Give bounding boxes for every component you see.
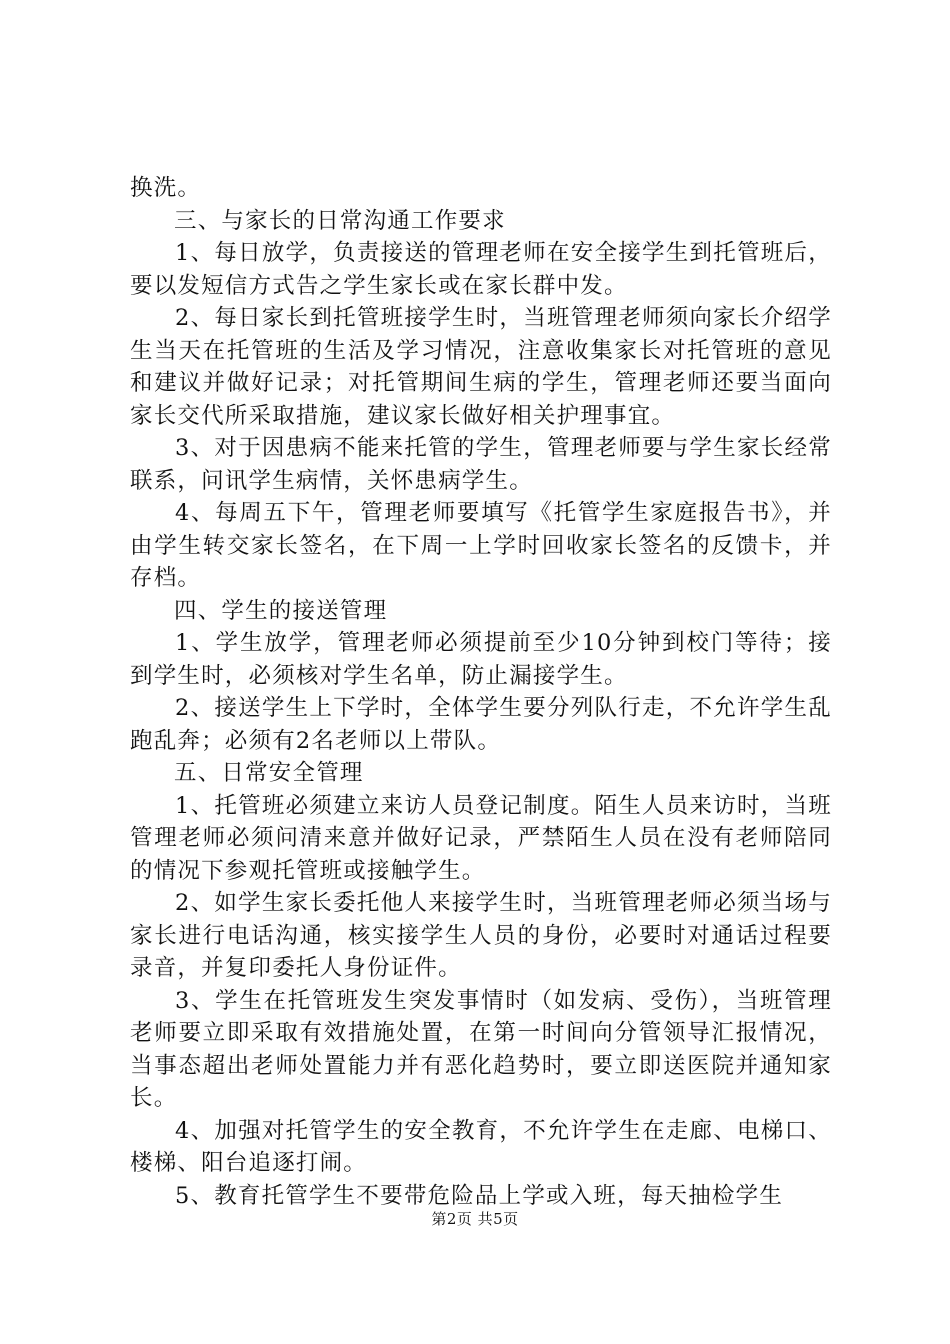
page-number: 第2页 共5页: [431, 1210, 519, 1228]
paragraph: 2、每日家长到托管班接学生时，当班管理老师须向家长介绍学生当天在托管班的生活及学习情况，注意收集家长对托管班的意见和建议并做好记录；对托管期间生病的学生，管理老师还要当面向家长交代所采取措施，建议家长做好相关护理事宜。: [130, 305, 832, 429]
paragraph: 3、对于因患病不能来托管的学生，管理老师要与学生家长经常联系，问讯学生病情，关怀患病学生。: [130, 435, 832, 494]
paragraph: 4、每周五下午，管理老师要填写《托管学生家庭报告书》，并由学生转交家长签名，在下周一上学时回收家长签名的反馈卡，并存档。: [130, 500, 832, 591]
paragraph-continuation: 换洗。: [130, 175, 202, 201]
paragraph: 2、如学生家长委托他人来接学生时，当班管理老师必须当场与家长进行电话沟通，核实接学生人员的身份，必要时对通话过程要录音，并复印委托人身份证件。: [130, 890, 832, 981]
paragraph: 4、加强对托管学生的安全教育，不允许学生在走廊、电梯口、楼梯、阳台追逐打闹。: [130, 1117, 832, 1176]
paragraph: 1、托管班必须建立来访人员登记制度。陌生人员来访时，当班管理老师必须问清来意并做好记录，严禁陌生人员在没有老师陪同的情况下参观托管班或接触学生。: [130, 792, 832, 884]
section-heading-3: 三、与家长的日常沟通工作要求: [174, 207, 506, 234]
paragraph: 1、学生放学，管理老师必须提前至少10分钟到校门等待；接到学生时，必须核对学生名单，防止漏接学生。: [130, 630, 832, 689]
paragraph: 3、学生在托管班发生突发事情时（如发病、受伤），当班管理老师要立即采取有效措施处置，在第一时间向分管领导汇报情况，当事态超出老师处置能力并有恶化趋势时，要立即送医院并通知家长。: [130, 987, 832, 1111]
section-heading-4: 四、学生的接送管理: [174, 597, 388, 624]
section-heading-5: 五、日常安全管理: [174, 760, 364, 786]
paragraph: 1、每日放学，负责接送的管理老师在安全接学生到托管班后，要以发短信方式告之学生家长或在家长群中发。: [130, 240, 832, 299]
document-body: [130, 172, 832, 1212]
paragraph: 2、接送学生上下学时，全体学生要分列队行走，不允许学生乱跑乱奔；必须有2名老师以上带队。: [130, 695, 832, 754]
paragraph: 5、教育托管学生不要带危险品上学或入班，每天抽检学生: [175, 1182, 784, 1209]
